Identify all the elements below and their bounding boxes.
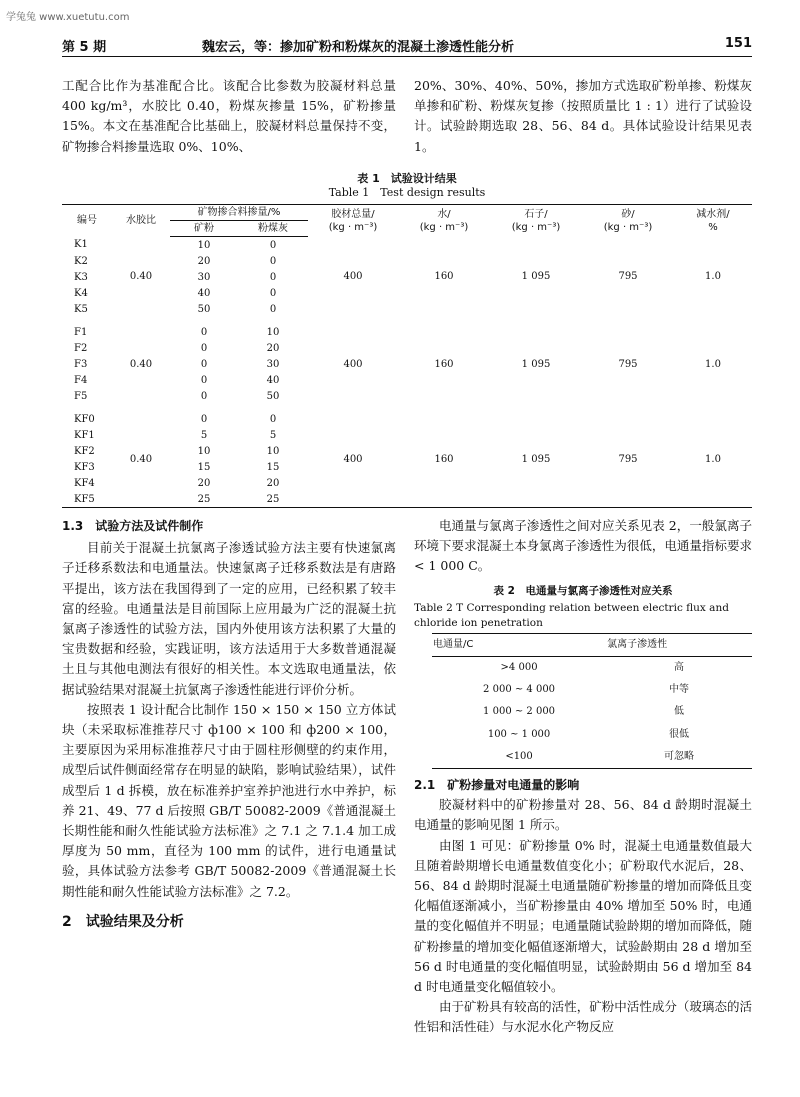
- cell-code: KF3: [74, 461, 95, 473]
- cell-stone: 1 095: [521, 271, 551, 283]
- cell-wb: 0.40: [129, 358, 153, 370]
- intro-paragraph-left: 工配合比作为基准配合比。该配合比参数为胶凝材料总量 400 kg/m³，水胶比 0.40，粉煤灰掺量 15%，矿粉掺量 15%。本文在基准配合比基础上，胶凝材料总量保持不变，矿物掺合料掺量选取 0%、10%、: [62, 78, 396, 154]
- cell-slag: 0: [200, 374, 208, 386]
- section-2-1-paragraph-2: 由图 1 可见：矿粉掺量 0% 时，混凝土电通量数值最大且随着龄期增长电通量数值变化小；矿粉取代水泥后，28、56、84 d 龄期时混凝土电通量随矿粉掺量的增加而降低且变化幅值逐渐减小，当矿粉掺量由 40% 增加至 50% 时，电通量的变化幅值并不明显；电通量随试验龄期的增加而降低，随矿粉掺量的增加变化幅值逐渐增大，试验龄期由 28 d 增加至 56 d 时电通量的变化幅值明显，试验龄期由 56 d 增加至 84 d 时电通量变化幅值较小。: [414, 837, 752, 995]
- intro-right-column: [414, 76, 752, 157]
- cell-reducer: 1.0: [705, 358, 721, 370]
- th-water-unit: (kg · m⁻³): [419, 221, 469, 233]
- th-stone-label: 石子/: [524, 208, 548, 220]
- intro-paragraph-right: 20%、30%、40%、50%，掺加方式选取矿粉单掺、粉煤灰单掺和矿粉、粉煤灰复掺（按照质量比 1 : 1）进行了试验设计。试验龄期选取 28、56、84 d。具体试验设计结果见表 1。: [414, 78, 752, 154]
- cell-code: KF1: [74, 429, 95, 441]
- cell-slag: 10: [197, 445, 211, 457]
- table-group-gap: [62, 317, 752, 324]
- cell-water: 160: [434, 358, 454, 370]
- cell-slag: 0: [200, 413, 208, 425]
- section-2-1-paragraph-3: 由于矿粉具有较高的活性，矿粉中活性成分（玻璃态的活性铝和活性硅）与水泥水化产物反应: [414, 999, 752, 1035]
- cell-flyash: 0: [269, 413, 277, 425]
- page-header: [62, 34, 752, 57]
- table-row: [432, 724, 752, 746]
- t2-header-flux: 电通量/C: [432, 633, 606, 656]
- cell-binder: 400: [343, 358, 363, 370]
- t2-cell: 很低: [669, 728, 690, 740]
- cell-slag: 10: [197, 239, 211, 251]
- section-2-1-heading: 2.1 矿粉掺量对电通量的影响: [414, 778, 580, 793]
- table-row: [62, 411, 752, 427]
- cell-stone: 1 095: [521, 453, 551, 465]
- cell-sand: 795: [618, 453, 638, 465]
- section-1-3-paragraph-2: 按照表 1 设计配合比制作 150 × 150 × 150 立方体试块（未采取标准推荐尺寸 ф100 × 100 和 ф200 × 100，主要原因为采用标准推荐尺寸由于圆柱形侧壁的约束作用，成型后试件侧面经常存在明显的缺陷，影响试验结果），试件成型后 1 d 拆模，放在标准养护室养护池进行水中养护，标养 21、49、77 d 后按照 GB/T 50082-2009《普通混凝土长期性能和耐久性能试验方法标准》之 7.1 之 7.1.4 加工成厚度为 50 mm，直径为 100 mm 的试件，进行电通量试验，具体试验方法参考 GB/T 50082-2009《普通混凝土长期性能和耐久性能试验方法标准》之 7.2。: [62, 701, 396, 899]
- table2-intro-paragraph: 电通量与氯离子渗透性之间对应关系见表 2，一般氯离子环境下要求混凝土本身氯离子渗透性为很低，电通量指标要求 < 1 000 C。: [414, 518, 752, 574]
- cell-wb: 0.40: [129, 453, 153, 465]
- table-row: [432, 701, 752, 723]
- cell-slag: 0: [200, 342, 208, 354]
- t2-cell: 高: [674, 662, 685, 674]
- table2-caption-label: Table 2: [414, 601, 453, 614]
- th-reducer: [674, 205, 752, 237]
- cell-code: F5: [74, 390, 88, 402]
- cell-wb: 0.40: [129, 271, 153, 283]
- table1-body: [62, 237, 752, 508]
- cell-flyash: 0: [269, 287, 277, 299]
- table1: [62, 204, 752, 508]
- t2-cell: 1 000 ~ 2 000: [483, 706, 556, 718]
- right-column: [414, 516, 752, 1038]
- cell-code: K5: [74, 303, 88, 315]
- th-mineral: 矿物掺合料掺量/%: [170, 205, 308, 221]
- watermark: 学兔兔 www.xuetutu.com: [6, 12, 130, 23]
- cell-slag: 25: [197, 493, 211, 505]
- cell-flyash: 10: [266, 326, 280, 338]
- cell-slag: 20: [197, 477, 211, 489]
- page-number: 151: [724, 36, 752, 51]
- th-binder-label: 胶材总量/: [331, 208, 375, 220]
- th-sand-label: 砂/: [621, 208, 635, 220]
- t2-cell: <100: [505, 750, 533, 762]
- cell-code: K2: [74, 255, 88, 267]
- cell-binder: 400: [343, 453, 363, 465]
- cell-flyash: 40: [266, 374, 280, 386]
- table1-caption-en: Table 1 Test design results: [328, 186, 486, 199]
- cell-code: F1: [74, 326, 88, 338]
- cell-stone: 1 095: [521, 358, 551, 370]
- cell-flyash: 10: [266, 445, 280, 457]
- th-code: 编号: [77, 215, 97, 227]
- cell-sand: 795: [618, 358, 638, 370]
- cell-flyash: 20: [266, 477, 280, 489]
- cell-flyash: 25: [266, 493, 280, 505]
- cell-slag: 15: [197, 461, 211, 473]
- cell-code: K4: [74, 287, 88, 299]
- th-sand-unit: (kg · m⁻³): [603, 221, 653, 233]
- section-2-1-paragraph-1: 胶凝材料中的矿粉掺量对 28、56、84 d 龄期时混凝土电通量的影响见图 1 所示。: [414, 797, 752, 833]
- th-water: [398, 205, 490, 237]
- cell-slag: 20: [197, 255, 211, 267]
- t2-header-permeability: 氯离子渗透性: [606, 633, 752, 656]
- table-row: [62, 237, 752, 254]
- cell-code: F4: [74, 374, 88, 386]
- cell-slag: 50: [197, 303, 211, 315]
- th-stone: [490, 205, 582, 237]
- t2-cell: 2 000 ~ 4 000: [483, 684, 556, 696]
- cell-slag: 0: [200, 390, 208, 402]
- cell-slag: 0: [200, 326, 208, 338]
- th-stone-unit: (kg · m⁻³): [511, 221, 561, 233]
- t2-cell: >4 000: [500, 662, 538, 674]
- cell-flyash: 30: [266, 358, 280, 370]
- cell-flyash: 20: [266, 342, 280, 354]
- intro-left-column: [62, 76, 396, 157]
- cell-sand: 795: [618, 271, 638, 283]
- cell-code: KF0: [74, 413, 95, 425]
- cell-code: KF4: [74, 477, 95, 489]
- cell-water: 160: [434, 453, 454, 465]
- th-flyash: 粉煤灰: [238, 221, 308, 237]
- cell-code: K1: [74, 239, 88, 251]
- table-row: [432, 679, 752, 701]
- cell-slag: 40: [197, 287, 211, 299]
- issue-number: 第 5 期: [62, 40, 107, 55]
- cell-binder: 400: [343, 271, 363, 283]
- th-slag: 矿粉: [170, 221, 238, 237]
- cell-code: F3: [74, 358, 88, 370]
- cell-flyash: 0: [269, 255, 277, 267]
- table-group-gap: [62, 404, 752, 411]
- cell-code: F2: [74, 342, 88, 354]
- cell-slag: 30: [197, 271, 211, 283]
- table-row: [62, 324, 752, 340]
- th-reducer-label: 减水剂/: [696, 208, 730, 220]
- table1-caption-zh: 表 1 试验设计结果: [357, 172, 457, 185]
- th-binder: [308, 205, 398, 237]
- section-2-heading: 2 试验结果及分析: [62, 913, 184, 930]
- section-1-3-paragraph-1: 目前关于混凝土抗氯离子渗透试验方法主要有快速氯离子迁移系数法和电通量法。快速氯离子迁移系数法是有唐路平提出，该方法在我国得到了一定的应用，已经积累了较丰富的经验。电通量法是目前国际上应用最为广泛的混凝土抗氯离子渗透性的试验方法，国内外使用该方法积累了大量的宝贵数据和经验，实践证明，该方法适用于大多数普通混凝土且与其他电测法有很好的相关性。本文选取电通量法，依据试验结果对混凝土抗氯离子渗透性能进行评价分析。: [62, 540, 396, 697]
- cell-slag: 0: [200, 358, 208, 370]
- t2-cell: 100 ~ 1 000: [487, 728, 551, 740]
- cell-flyash: 50: [266, 390, 280, 402]
- th-water-label: 水/: [437, 208, 451, 220]
- section-1-3-heading: 1.3 试验方法及试件制作: [62, 519, 204, 533]
- table2-caption-zh: 表 2 电通量与氯离子渗透性对应关系: [493, 584, 673, 597]
- th-reducer-unit: %: [708, 221, 718, 233]
- left-column: [62, 516, 396, 932]
- table1-caption: [62, 172, 752, 200]
- cell-code: KF5: [74, 493, 95, 505]
- cell-code: K3: [74, 271, 88, 283]
- t2-cell: 低: [674, 706, 685, 718]
- table2-caption-text: T Corresponding relation between electric flux and chloride ion penetration: [414, 601, 729, 629]
- table2: [432, 633, 752, 769]
- table-row: [432, 657, 752, 680]
- cell-flyash: 0: [269, 271, 277, 283]
- th-sand: [582, 205, 674, 237]
- t2-cell: 可忽略: [664, 750, 695, 762]
- th-wb: 水胶比: [126, 215, 156, 227]
- cell-flyash: 15: [266, 461, 280, 473]
- cell-reducer: 1.0: [705, 453, 721, 465]
- cell-code: KF2: [74, 445, 95, 457]
- cell-flyash: 5: [269, 429, 277, 441]
- cell-slag: 5: [200, 429, 208, 441]
- th-binder-unit: (kg · m⁻³): [328, 221, 378, 233]
- running-title: 魏宏云，等：掺加矿粉和粉煤灰的混凝土渗透性能分析: [202, 40, 515, 55]
- t2-cell: 中等: [669, 684, 690, 696]
- cell-flyash: 0: [269, 239, 277, 251]
- cell-flyash: 0: [269, 303, 277, 315]
- table2-caption-en: [414, 601, 752, 631]
- cell-water: 160: [434, 271, 454, 283]
- table-row: [432, 746, 752, 769]
- cell-reducer: 1.0: [705, 271, 721, 283]
